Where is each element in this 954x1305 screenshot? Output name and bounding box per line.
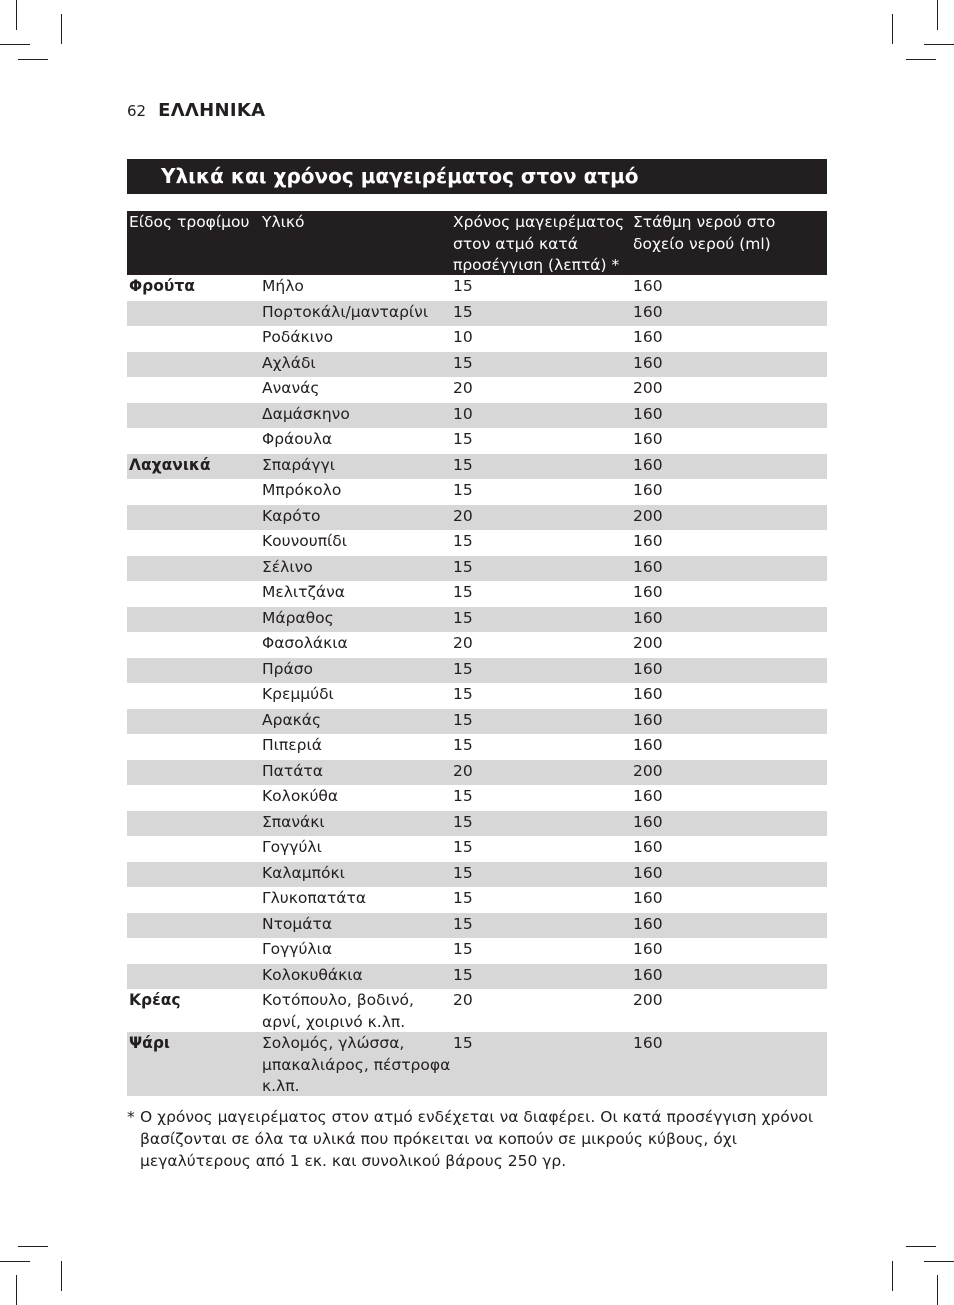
cell-water: 160 <box>633 583 663 601</box>
crop-mark <box>16 1275 17 1305</box>
crop-mark <box>906 59 936 60</box>
cell-time: 15 <box>453 838 473 856</box>
cell-category <box>127 480 262 505</box>
cell-category <box>127 812 262 837</box>
cell-water: 160 <box>633 557 663 576</box>
table-row <box>127 760 827 786</box>
cell-category <box>127 965 262 990</box>
crop-mark <box>937 1275 938 1305</box>
cell-time: 15 <box>453 583 473 601</box>
table-row <box>127 377 827 403</box>
cell-water: 160 <box>633 787 663 805</box>
cell-item: Μάραθος <box>262 608 334 627</box>
table-row <box>127 454 827 480</box>
cell-item: Φασολάκια <box>262 634 348 652</box>
table-row <box>127 964 827 990</box>
cell-water: 160 <box>633 353 663 372</box>
cell-category <box>127 582 262 607</box>
page-header <box>127 100 265 121</box>
cell-item: Αχλάδι <box>262 353 316 372</box>
cell-category <box>127 327 262 352</box>
cell-time: 15 <box>453 353 473 372</box>
cell-item: Φράουλα <box>262 430 333 448</box>
cell-water: 160 <box>633 710 663 729</box>
column-header-time: Χρόνος μαγειρέματος στον ατμό κατά προσέγγιση (λεπτά) * <box>453 213 625 274</box>
table-row <box>127 913 827 939</box>
cell-item: Πράσο <box>262 659 314 678</box>
cell-item: Μήλο <box>262 277 304 295</box>
cell-water: 160 <box>633 940 663 958</box>
footnote-marker: * <box>127 1108 135 1126</box>
crop-mark <box>892 1261 893 1291</box>
cell-category <box>127 633 262 658</box>
cell-category <box>127 939 262 964</box>
crop-mark <box>0 44 30 45</box>
table-row <box>127 989 827 1032</box>
crop-mark <box>16 0 17 30</box>
cell-water: 200 <box>633 991 663 1009</box>
table-row <box>127 632 827 658</box>
cell-item: Κολοκύθα <box>262 787 339 805</box>
cell-category <box>127 378 262 403</box>
cell-water: 160 <box>633 965 663 984</box>
cell-category: Λαχανικά <box>129 455 211 474</box>
cell-category <box>127 506 262 531</box>
table-row <box>127 428 827 454</box>
cell-category <box>127 837 262 862</box>
cell-item: Κοτόπουλο, βοδινό, αρνί, χοιρινό κ.λπ. <box>262 991 414 1031</box>
footnote-text: Ο χρόνος μαγειρέματος στον ατμό ενδέχεται να διαφέρει. Οι κατά προσέγγιση χρόνοι βασίζονται σε όλα τα υλικά που πρόκειται να κοπούν σε μικρούς κύβους, όχι μεγαλύτερους από 1 εκ. και συνολικού βάρους 250 γρ. <box>140 1108 814 1170</box>
cell-time: 10 <box>453 328 473 346</box>
section-title: ΕΛΛΗΝΙΚΑ <box>158 100 266 121</box>
cell-item: Πατάτα <box>262 761 323 780</box>
cell-category <box>127 404 262 429</box>
cell-water: 160 <box>633 863 663 882</box>
cell-item: Καλαμπόκι <box>262 863 345 882</box>
table-row <box>127 403 827 429</box>
crop-mark <box>18 1246 48 1247</box>
cell-time: 15 <box>453 481 473 499</box>
cell-category <box>127 914 262 939</box>
cell-category <box>127 863 262 888</box>
cell-water: 160 <box>633 608 663 627</box>
column-header-item: Υλικό <box>262 213 305 231</box>
page-title: Υλικά και χρόνος μαγειρέματος στον ατμό <box>127 159 827 194</box>
table-row <box>127 505 827 531</box>
column-header-water: Στάθμη νερού στο δοχείο νερού (ml) <box>633 213 776 253</box>
table-row <box>127 887 827 913</box>
cell-item: Κρεμμύδι <box>262 685 334 703</box>
table-row <box>127 683 827 709</box>
cell-item: Μπρόκολο <box>262 481 342 499</box>
cell-time: 15 <box>453 302 473 321</box>
cell-water: 200 <box>633 379 663 397</box>
table-row <box>127 1032 827 1096</box>
cell-item: Ανανάς <box>262 379 320 397</box>
cell-time: 15 <box>453 430 473 448</box>
cell-water: 160 <box>633 532 663 550</box>
cell-category <box>127 353 262 378</box>
cell-category <box>127 429 262 454</box>
table-row <box>127 938 827 964</box>
cell-item: Καρότο <box>262 506 321 525</box>
table-row <box>127 658 827 684</box>
cell-time: 15 <box>453 940 473 958</box>
cell-time: 15 <box>453 914 473 933</box>
cell-item: Αρακάς <box>262 710 322 729</box>
cell-water: 160 <box>633 736 663 754</box>
crop-mark <box>924 44 954 45</box>
crop-mark <box>61 1261 62 1291</box>
cell-water: 160 <box>633 302 663 321</box>
cell-time: 15 <box>453 685 473 703</box>
cell-water: 160 <box>633 685 663 703</box>
cell-water: 200 <box>633 761 663 780</box>
cell-time: 15 <box>453 659 473 678</box>
table-row <box>127 709 827 735</box>
cell-item: Κολοκυθάκια <box>262 965 363 984</box>
cell-category <box>127 608 262 633</box>
crop-mark <box>61 14 62 44</box>
cell-time: 20 <box>453 761 473 780</box>
cell-item: Πιπεριά <box>262 736 322 754</box>
cell-item: Σπανάκι <box>262 812 325 831</box>
table-header <box>127 211 827 275</box>
cell-time: 15 <box>453 787 473 805</box>
cell-water: 160 <box>633 838 663 856</box>
cell-time: 10 <box>453 404 473 423</box>
cell-item: Μελιτζάνα <box>262 583 346 601</box>
cell-time: 20 <box>453 991 473 1009</box>
table-row <box>127 326 827 352</box>
cell-water: 160 <box>633 1034 663 1052</box>
cell-water: 160 <box>633 328 663 346</box>
cell-category <box>127 659 262 684</box>
cell-time: 20 <box>453 634 473 652</box>
cell-time: 15 <box>453 736 473 754</box>
cell-water: 160 <box>633 277 663 295</box>
crop-mark <box>937 0 938 30</box>
table-row <box>127 836 827 862</box>
crop-mark <box>0 1261 30 1262</box>
cell-time: 20 <box>453 379 473 397</box>
cell-time: 15 <box>453 710 473 729</box>
cell-category: Ψάρι <box>129 1034 170 1052</box>
cell-category <box>127 888 262 913</box>
cell-water: 160 <box>633 889 663 907</box>
cell-water: 160 <box>633 914 663 933</box>
cell-item: Γογγύλια <box>262 940 333 958</box>
column-header-category: Είδος τροφίμου <box>129 213 250 231</box>
cell-category <box>127 557 262 582</box>
cell-item: Ντομάτα <box>262 914 333 933</box>
cell-category <box>127 735 262 760</box>
crop-mark <box>892 14 893 44</box>
cell-category <box>127 302 262 327</box>
crop-mark <box>906 1246 936 1247</box>
table-row <box>127 301 827 327</box>
table-row <box>127 862 827 888</box>
cell-item: Σέλινο <box>262 557 313 576</box>
cell-water: 160 <box>633 812 663 831</box>
cell-water: 160 <box>633 404 663 423</box>
table-row <box>127 352 827 378</box>
crop-mark <box>18 59 48 60</box>
table-row <box>127 607 827 633</box>
crop-mark <box>924 1261 954 1262</box>
cell-time: 20 <box>453 506 473 525</box>
cell-time: 15 <box>453 1034 473 1052</box>
table-row <box>127 785 827 811</box>
cell-time: 15 <box>453 277 473 295</box>
cell-water: 160 <box>633 455 663 474</box>
cell-time: 15 <box>453 863 473 882</box>
cell-item: Γογγύλι <box>262 838 322 856</box>
steaming-table <box>127 211 827 1096</box>
cell-water: 160 <box>633 481 663 499</box>
table-row <box>127 275 827 301</box>
cell-item: Κουνουπίδι <box>262 532 348 550</box>
cell-time: 15 <box>453 965 473 984</box>
cell-item: Σπαράγγι <box>262 455 335 474</box>
cell-category <box>127 761 262 786</box>
cell-item: Πορτοκάλι/μανταρίνι <box>262 302 429 321</box>
cell-category: Φρούτα <box>129 277 195 295</box>
cell-water: 160 <box>633 659 663 678</box>
cell-time: 15 <box>453 557 473 576</box>
cell-water: 200 <box>633 506 663 525</box>
table-row <box>127 530 827 556</box>
cell-water: 160 <box>633 430 663 448</box>
cell-time: 15 <box>453 889 473 907</box>
cell-category <box>127 684 262 709</box>
cell-item: Σολομός, γλώσσα, μπακαλιάρος, πέστροφα κ.λπ. <box>262 1034 451 1095</box>
footnote <box>127 1106 827 1172</box>
cell-time: 15 <box>453 455 473 474</box>
table-row <box>127 479 827 505</box>
cell-item: Ροδάκινο <box>262 328 334 346</box>
table-row <box>127 734 827 760</box>
cell-time: 15 <box>453 608 473 627</box>
cell-category: Κρέας <box>129 991 181 1009</box>
cell-item: Δαμάσκηνο <box>262 404 350 423</box>
cell-category <box>127 710 262 735</box>
table-body <box>127 275 827 1096</box>
cell-water: 200 <box>633 634 663 652</box>
cell-time: 15 <box>453 812 473 831</box>
table-row <box>127 811 827 837</box>
table-row <box>127 581 827 607</box>
cell-category <box>127 786 262 811</box>
page-number: 62 <box>127 102 147 120</box>
cell-category <box>127 531 262 556</box>
cell-time: 15 <box>453 532 473 550</box>
table-row <box>127 556 827 582</box>
cell-item: Γλυκοπατάτα <box>262 889 367 907</box>
